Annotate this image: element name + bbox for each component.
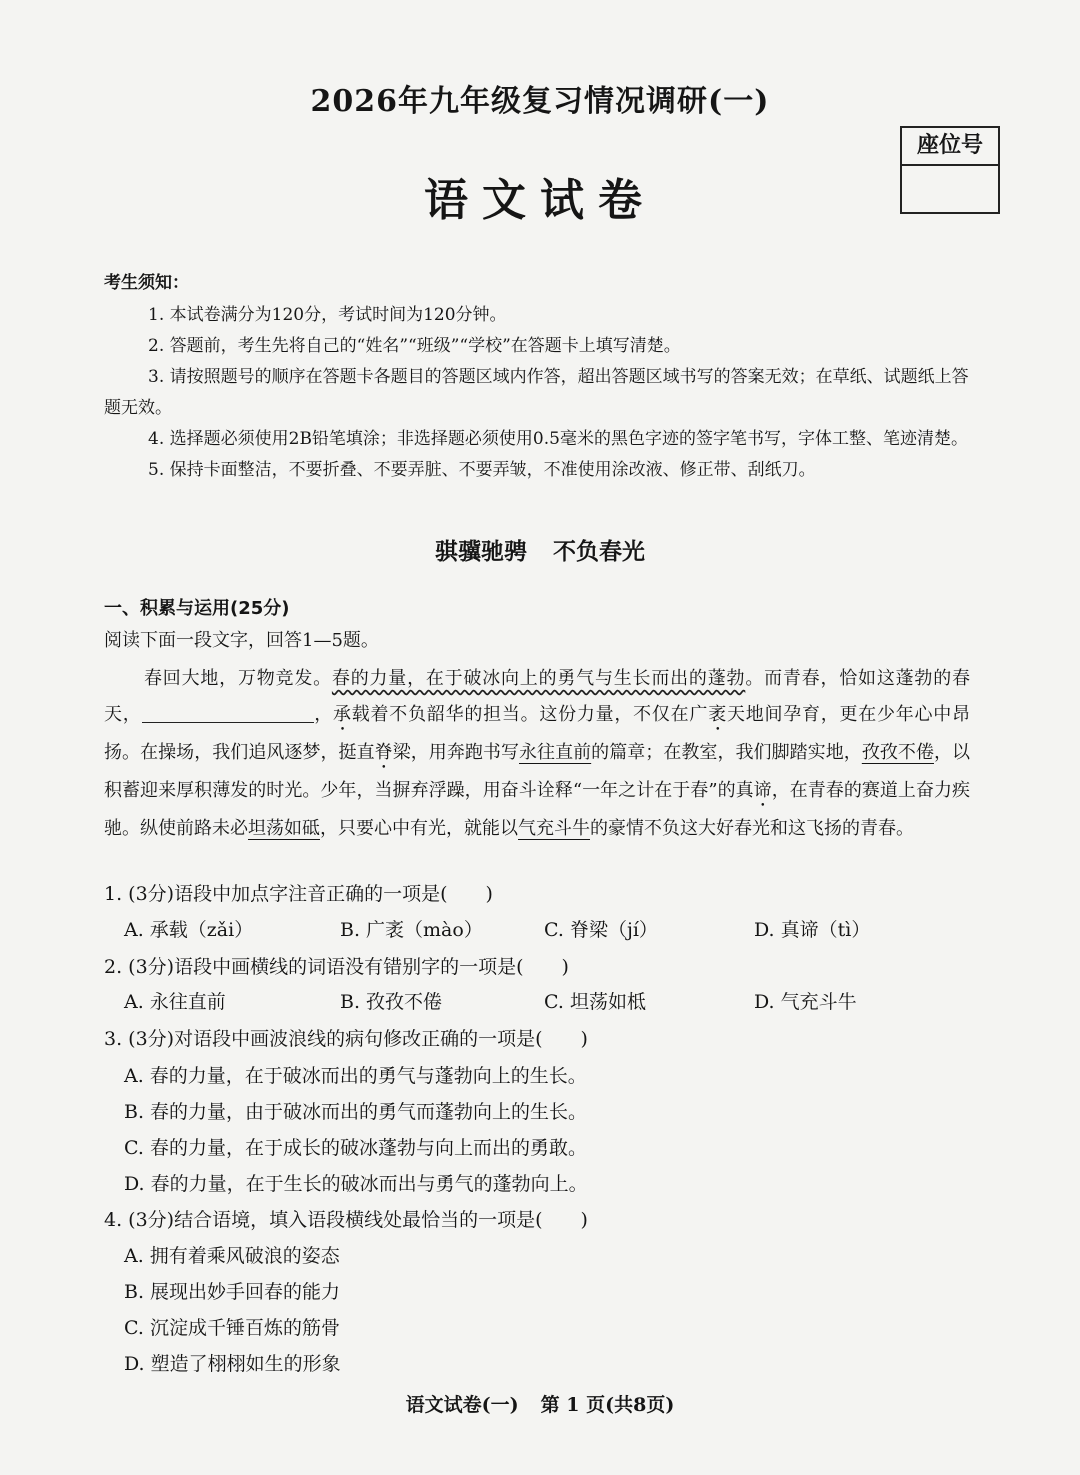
- option-c: C. 脊梁（jí）: [544, 919, 658, 941]
- dotted-char: 承: [333, 704, 352, 725]
- option-b: B. 广袤（mào）: [340, 919, 483, 941]
- footer-paper-name: 语文试卷(一): [405, 1394, 519, 1416]
- option-b: B. 展现出妙手回春的能力: [124, 1281, 341, 1303]
- page-footer: [0, 1390, 1080, 1417]
- question-3-stem: 3. (3分)对语段中画波浪线的病句修改正确的一项是( ): [104, 1028, 588, 1050]
- option-d: D. 春的力量，在于生长的破冰而出与勇气的蓬勃向上。: [124, 1173, 588, 1195]
- notice-item: 3. 请按照题号的顺序在答题卡各题目的答题区域内作答，超出答题区域书写的答案无效；在草纸、试题纸上答题无效。: [104, 367, 969, 418]
- question-2-stem: 2. (3分)语段中画横线的词语没有错别字的一项是( ): [104, 956, 569, 978]
- reading-passage: 春回大地，万物竞发。春的力量，在于破冰向上的勇气与生长而出的蓬勃。而青春，恰如这蓬勃的春天， ，承载着不负韶华的担当。这份力量，不仅在广袤天地间孕育，更在少年心中昂扬。在操场，我们追风逐梦，挺直脊梁，用奔跑书写永往直前的篇章；在教室，我们脚踏实地，孜孜不倦，以积蓄迎来厚积薄发的时光。少年，当摒弃浮躁，用奋斗诠释“一年之计在于春”的真谛，在青春的赛道上奋力疾驰。纵使前路未必坦荡如砥，只要心中有光，就能以气充斗牛的豪情不负这大好春光和这飞扬的青春。: [104, 668, 971, 839]
- dotted-char: 谛: [753, 780, 772, 801]
- option-d: D. 气充斗牛: [754, 991, 857, 1013]
- section-title: 一、积累与运用(25分): [104, 598, 290, 619]
- notice-heading: 考生须知：: [104, 273, 189, 293]
- exam-header-title: 2026年九年级复习情况调研(一): [310, 84, 770, 119]
- underlined-word: 坦荡如砥: [248, 818, 320, 839]
- fill-in-blank: [142, 702, 314, 723]
- candidate-notice: [104, 266, 974, 486]
- underlined-word: 永往直前: [519, 742, 592, 763]
- option-d: D. 塑造了栩栩如生的形象: [124, 1353, 341, 1375]
- option-b: B. 孜孜不倦: [340, 991, 443, 1013]
- theme-part-1: 骐骥驰骋: [435, 539, 527, 565]
- footer-page-number: 第 1 页(共8页): [540, 1394, 675, 1416]
- option-c: C. 坦荡如柢: [544, 991, 646, 1013]
- option-a: A. 拥有着乘风破浪的姿态: [124, 1245, 340, 1267]
- wavy-underlined-sentence: 春的力量，在于破冰向上的勇气与生长而出的蓬勃: [331, 668, 746, 689]
- dotted-char: 脊: [374, 742, 393, 763]
- option-d: D. 真谛（tì）: [754, 919, 871, 941]
- theme-title: [0, 533, 1080, 566]
- option-c: C. 沉淀成千锤百炼的筋骨: [124, 1317, 340, 1339]
- notice-item: 1. 本试卷满分为120分，考试时间为120分钟。: [148, 305, 507, 325]
- reading-instruction: 阅读下面一段文字，回答1—5题。: [104, 630, 379, 651]
- option-a: A. 永往直前: [124, 991, 226, 1013]
- notice-item: 5. 保持卡面整洁，不要折叠、不要弄脏、不要弄皱，不准使用涂改液、修正带、刮纸刀。: [148, 460, 816, 480]
- notice-item: 4. 选择题必须使用2B铅笔填涂；非选择题必须使用0.5毫米的黑色字迹的签字笔书写，字体工整、笔迹清楚。: [148, 429, 968, 449]
- underlined-word: 气充斗牛: [518, 818, 590, 839]
- option-c: C. 春的力量，在于成长的破冰蓬勃与向上而出的勇敢。: [124, 1137, 587, 1159]
- option-a: A. 承载（zǎi）: [124, 919, 254, 941]
- notice-item: 2. 答题前，考生先将自己的“姓名”“班级”“学校”在答题卡上填写清楚。: [148, 336, 681, 356]
- underlined-word: 孜孜不倦: [861, 742, 934, 763]
- question-1-stem: 1. (3分)语段中加点字注音正确的一项是( ): [104, 883, 493, 905]
- theme-part-2: 不负春光: [553, 539, 645, 565]
- dotted-char: 袤: [708, 704, 727, 725]
- exam-subject-title: 语文试卷: [424, 175, 656, 226]
- question-4-stem: 4. (3分)结合语境，填入语段横线处最恰当的一项是( ): [104, 1209, 588, 1231]
- seat-number-label: 座位号: [902, 128, 998, 166]
- option-a: A. 春的力量，在于破冰而出的勇气与蓬勃向上的生长。: [124, 1065, 587, 1087]
- option-b: B. 春的力量，由于破冰而出的勇气而蓬勃向上的生长。: [124, 1101, 588, 1123]
